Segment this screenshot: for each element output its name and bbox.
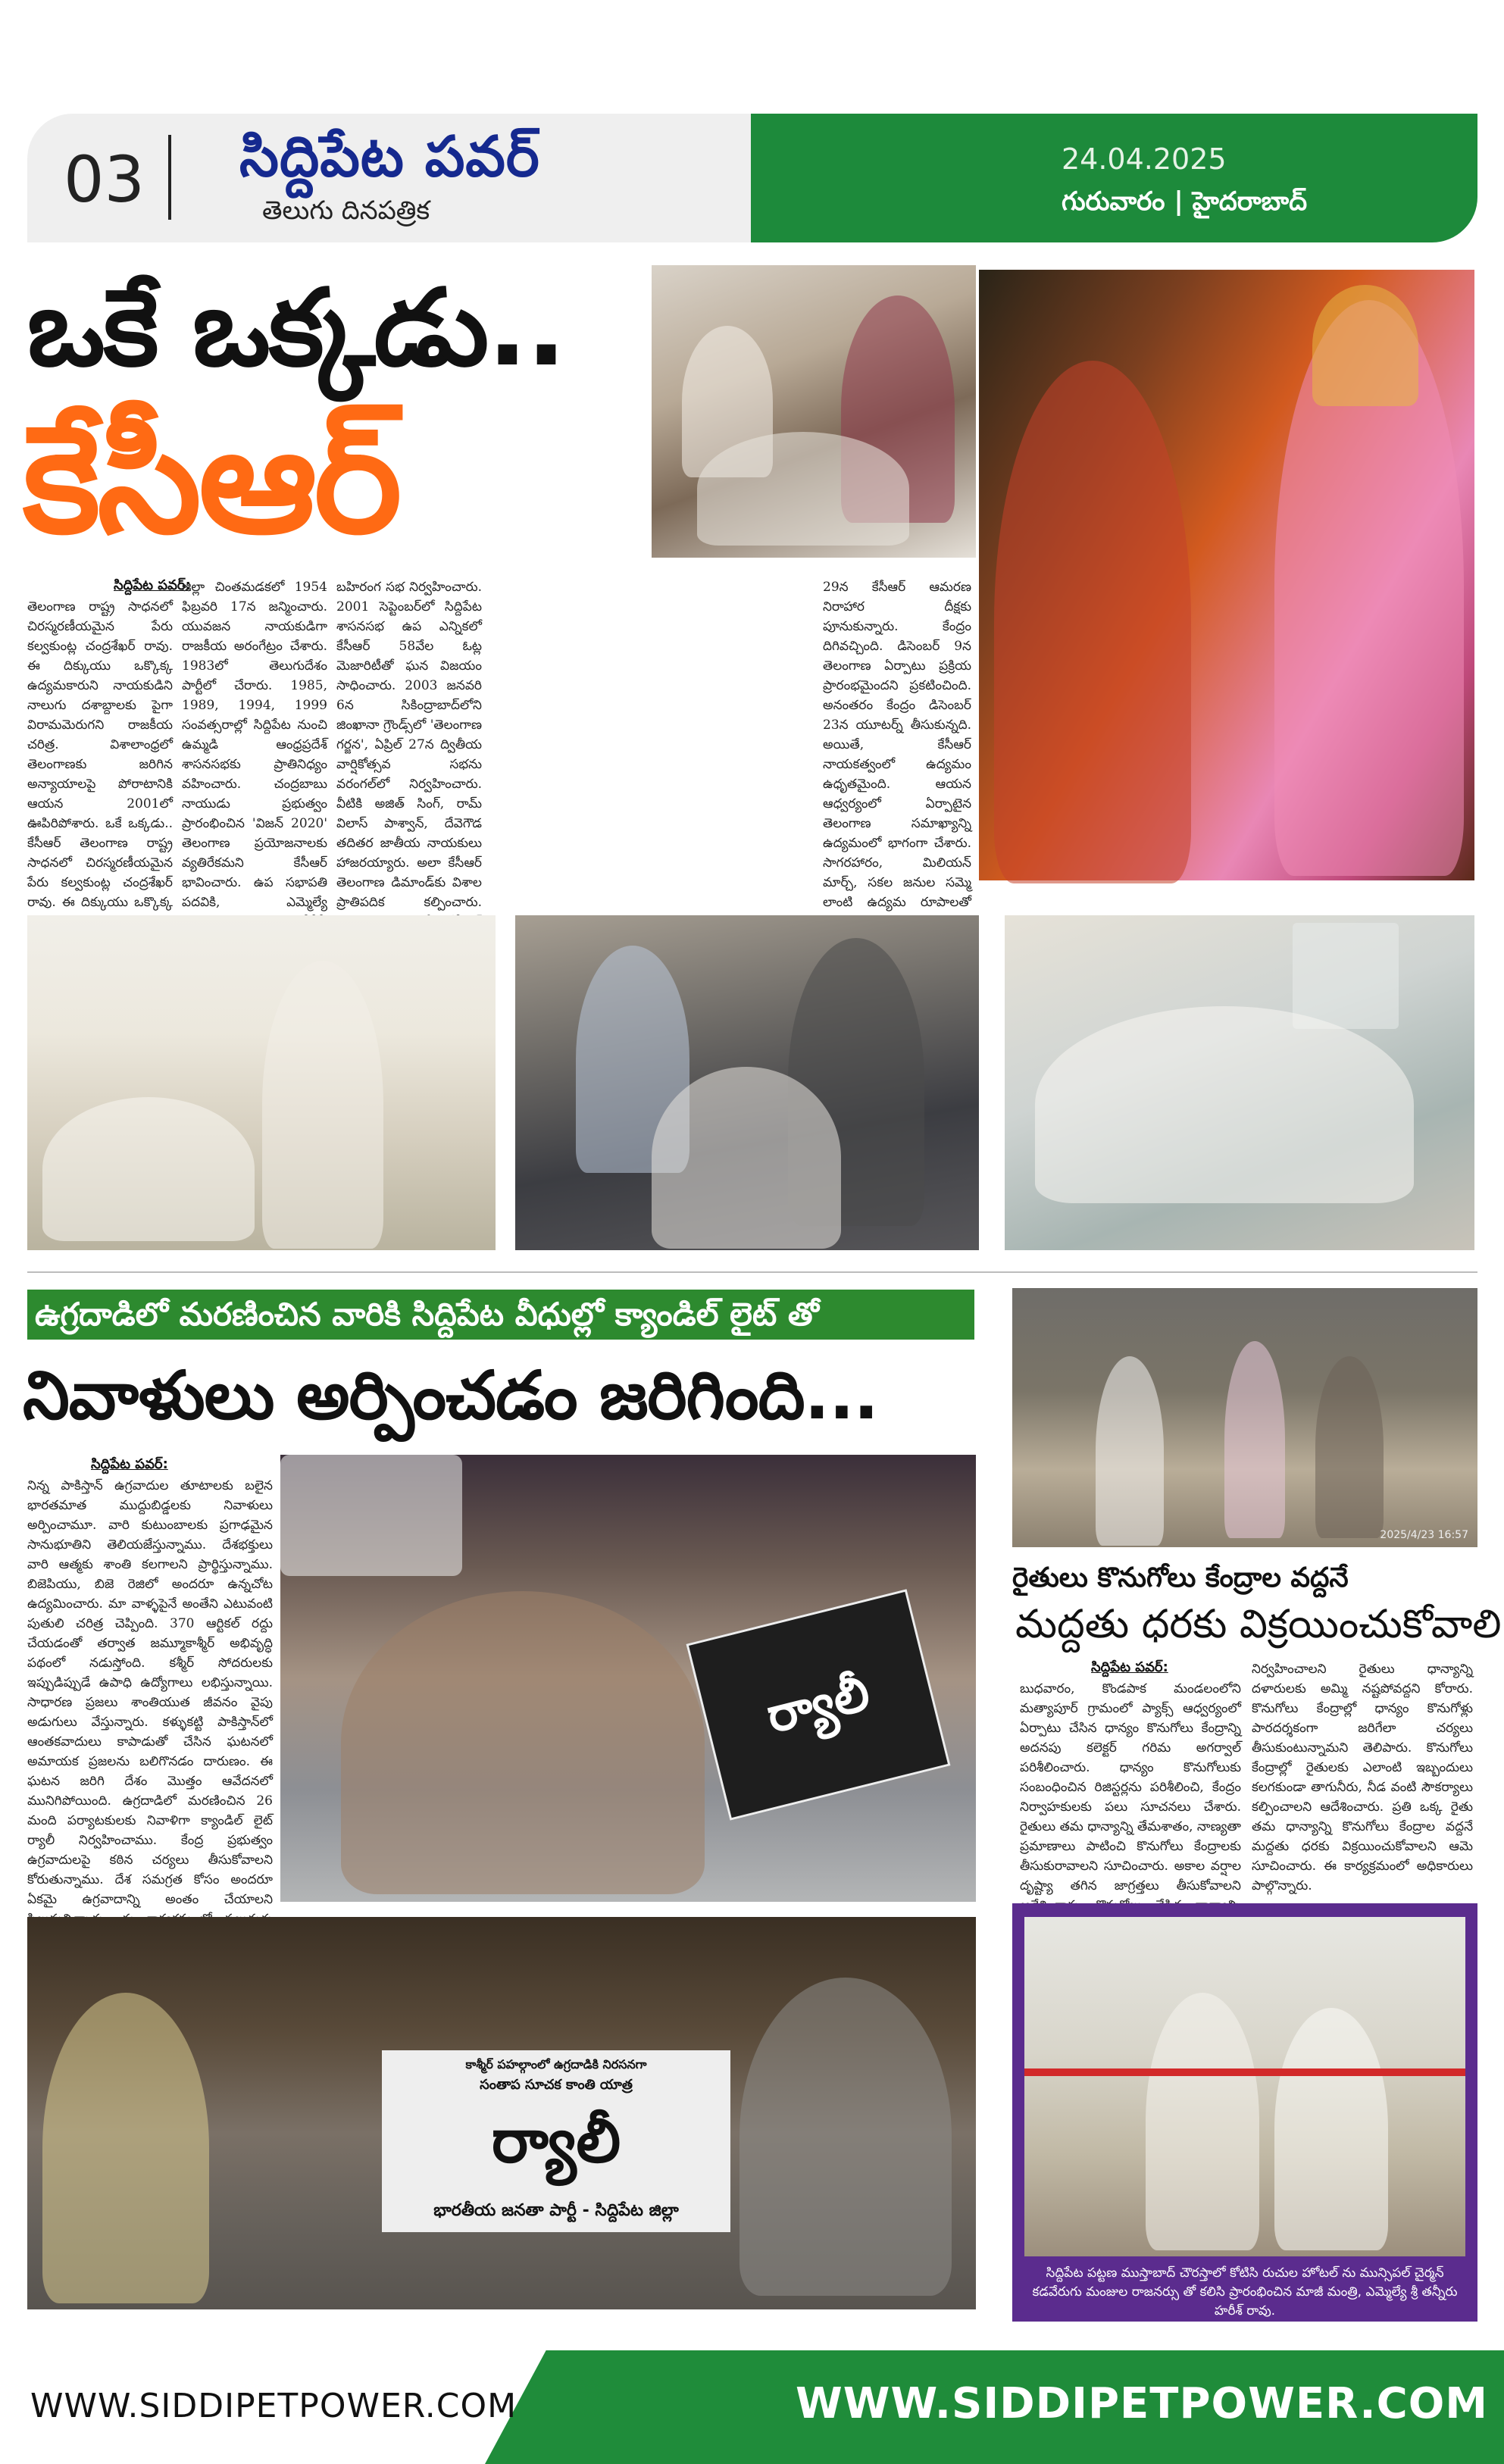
story3-byline: సిద్దిపేట పవర్: [1091,1659,1168,1675]
photo-ribbon [1024,2068,1465,2076]
masthead-left-panel [27,114,755,242]
photo-figure [341,1591,705,1894]
photo-figure [42,1097,255,1241]
photo-figure [739,1978,952,2296]
story1-column-3: బహిరంగ సభ నిర్వహించారు. 2001 సెప్టెంబర్‌లో సిద్దిపేట శాసనసభ ఉప ఎన్నికలో కేసీఆర్ 58వేల ఓట్ల మెజారిటీతో ఘన విజయం సాధించారు. 2003 జనవరి 6న సికింద్రాబాద్‌లోని జింఖానా గ్రౌండ్స్‌లో 'తెలంగాణ గర్జన', ఏప్రిల్ 27న ద్వితీయ వార్షికోత్సవ సభను వరంగల్‌లో నిర్వహించారు. వీటికి అజిత్ సింగ్, రామ్ విలాస్ పాశ్వాన్, దేవెగౌడ తదితర జాతీయ నాయకులు హాజరయ్యారు. అలా కేసీఆర్ తెలంగాణ డిమాండ్‌కు విశాల ప్రాతిపదిక కల్పించారు. [336,580,482,910]
photo-figure [994,361,1191,883]
photo-candle-rally-2 [27,1917,976,2309]
masthead-right-panel [751,114,1477,242]
footer-website-right[interactable]: WWW.SIDDIPETPOWER.COM [796,2379,1489,2428]
rally-banner-1 [686,1589,950,1820]
photo-hospital-visit [652,265,976,558]
photo-figure [1146,1993,1259,2250]
photo-figure [42,1993,209,2303]
photo-paddy-procurement [1012,1288,1477,1547]
photo-crowd-gathering [515,915,979,1250]
newspaper-subtitle: తెలుగు దినపత్రిక [262,195,430,226]
photo-figure [1096,1356,1164,1546]
photo-ribbon-cutting [1024,1917,1465,2256]
rally-banner-2-top: కాశ్మీర్ పహల్గాంలో ఉగ్రదాడికి నిరసనగా [465,2057,647,2072]
story1-headline-line2: కేసీఆర్ [23,394,399,567]
rally-banner-2-label: ర్యాలీ [491,2106,621,2176]
photo-candle-rally-1 [280,1455,976,1902]
issue-day-place: గురువారం | హైదరాబాద్ [1062,186,1308,217]
photo-figure [262,961,383,1249]
story2-body: నిన్న పాకిస్తాన్ ఉగ్రవాదుల తూటాలకు బలైన భారతమాత ముద్దుబిడ్డలకు నివాళులు అర్పించామూ. వారి కుటుంబాలకు ప్రగాఢమైన సానుభూతిని తెలియజేస్తున్నాము. దేశభక్తులు వారి ఆత్మకు శాంతి కలగాలని ప్రార్థిస్తున్నాము. బిజెపియు, బిజె రెజిలో అందరూ ఉన్నచోట ఉద్యమించారు. మా వాళ్ళపైనే అంతేని ఎటువంటి పుతులి చరిత్ర చెప్పింది. 370 ఆర్టికల్ రద్దు చేయడంతో తర్వాత జమ్మూకాశ్మీర్ అభివృద్ధి పథంలో నడుస్తోంది. కశ్మీర్ సోదరులకు ఇప్పుడిప్పుడే ఉపాధి ఉద్యోగాలు లభిస్తున్నాయి. సాధారణ ప్రజలు శాంతియుత జీవనం వైపు అడుగులు వేస్తున్నారు. కళ్ళుకట్టి పాకిస్తాన్‌లో ఆంతకవాదులు కాపాడుతో చేసిన ఘటనలో అమాయక ప్రజలను బలిగొనడం దారుణం. ఈ ఘటన జరిగి దేశం మొత్తం ఆవేదనలో మునిగిపోయింది. ఉగ్రదాడిలో మరణించిన 26 మంది పర్యాటకులకు నివాళిగా క్యాండిల్ లైట్ ర్యాలీ నిర్వహించాము. కేంద్ర ప్రభుత్వం ఉగ్రవాదులపై కఠిన చర్యలు తీసుకోవాలని కోరుతున్నాము. దేశ సమగ్రత కోసం అందరూ ఏకమై ఉగ్రవాదాన్ని అంతం చేయాలని [27,1478,273,1907]
photo-car [280,1455,462,1576]
photo-figure [1312,285,1418,406]
story1-column-2: జిల్లా చింతమడకలో 1954 ఫిబ్రవరి 17న జన్మించారు. యువజన నాయకుడిగా రాజకీయ అరంగేట్రం చేశారు. 1983లో తెలుగుదేశం పార్టీలో చేరారు. 1985, 1989, 1994, 1999 సంవత్సరాల్లో సిద్దిపేట నుంచి ఉమ్మడి ఆంధ్రప్రదేశ్ శాసనసభకు ప్రాతినిధ్యం వహించారు. చంద్రబాబు నాయుడు ప్రభుత్వం ప్రారంభించిన 'విజన్ 2020' తెలంగాణ ప్రయోజనాలకు వ్యతిరేకమని కేసీఆర్ భావించారు. ఉప సభాపతి పదవికి, ఎమ్మెల్యే [182,580,327,910]
story3-column-2: నిర్వహించాలని రైతులు ధాన్యాన్ని దళారులకు అమ్మి నష్టపోవద్దని కోరారు. కొనుగోలు కేంద్రాల్లో ధాన్యం కొనుగోళ్లు పారదర్శకంగా జరిగేలా చర్యలు తీసుకుంటున్నామని తెలిపారు. కొనుగోలు కేంద్రాల్లో రైతులకు ఎలాంటి ఇబ్బందులు కలగకుండా తాగునీరు, నీడ వంటి సౌకర్యాలు కల్పించాలని ఆదేశించారు. ప్రతి ఒక్క రైతు తమ ధాన్యాన్ని కొనుగోలు కేంద్రాల వద్దనే మద్దతు ధరకు విక్రయించుకోవాలని ఆమె సూచించారు. ఈ కార్యక్రమంలో అధికారులు పాల్గొన్నారు. [1252,1662,1473,1893]
rally-banner-2 [382,2050,730,2232]
rally-banner-1-label: ర్యాలీ [761,1665,876,1745]
story3-headline-line1: రైతులు కొనుగోలు కేంద్రాల వద్దనే [1012,1562,1349,1593]
story2-strapline-text: ఉగ్రదాడిలో మరణించిన వారికి సిద్దిపేట వీధుల్లో క్యాండిల్ లైట్ తో [35,1296,819,1333]
photo-timestamp: 2025/4/23 16:57 [1380,1529,1468,1541]
photo-figure [697,432,909,546]
photo-figure [1035,1006,1414,1203]
photo-temple-prayer [979,270,1474,880]
story2-strapline [27,1290,974,1340]
photo-figure [1224,1341,1285,1538]
newspaper-logo: సిద్దిపేట పవర్ [239,124,540,189]
rally-banner-2-bottom: భారతీయ జనతా పార్టీ - సిద్దిపేట జిల్లా [433,2201,679,2220]
photo-hospital-bed [1005,915,1474,1250]
photo-figure [1315,1356,1384,1538]
story2-byline: సిద్దిపేట పవర్: [91,1456,168,1472]
page-number: 03 [64,142,145,217]
section-divider [27,1271,1477,1273]
issue-date: 24.04.2025 [1062,142,1227,176]
story2-headline: నివాళులు అర్పించడం జరిగింది... [23,1356,878,1434]
photo-public-speech [27,915,496,1250]
photo-caption: సిద్దిపేట పట్టణ ముస్తాబాద్ చౌరస్తాలో కోటిసి రుచుల హోటల్ ను మున్సిపల్ చైర్మన్ కడవేరుగు మంజుల రాజనర్సు తో కలిసి ప్రారంభించిన మాజీ మంత్రి, ఎమ్మెల్యే శ్రీ తన్నీరు హరీశ్ రావు. [1032,2265,1458,2319]
photo-figure [1274,2008,1388,2250]
rally-banner-2-mid: సంతాప సూచక కాంతి యాత్ర [480,2077,633,2093]
story1-byline: సిద్దిపేట పవర్: [114,577,191,593]
masthead-divider [168,135,171,220]
photo-monitor [1293,923,1399,1029]
story1-headline-line1: ఒకే ఒక్కడు.. [27,267,565,390]
photo-figure [652,1067,841,1249]
story3-headline-line2: మద్దతు ధరకు విక్రయించుకోవాలి [1015,1602,1502,1647]
story1-column-1: తెలంగాణ రాష్ట్ర సాధనలో చిరస్మరణీయమైన పేరు కల్వకుంట్ల చంద్రశేఖర్ రావు. ఈ దిక్కుయు ఒక్కొక్క ఉద్యమకారుని నాయకుడిని నాలుగు దశాబ్దాలకు పైగా విరామమెరుగని రాజకీయ చరిత్ర. విశాలాంధ్రలో తెలంగాణకు జరిగిన అన్యాయాలపై పోరాటానికి ఆయన 2001లో ఊపిరిపోశారు. ఒకే ఒక్కడు.. కేసీఆర్ తెలంగాణ రాష్ట్ర సాధనలో చిరస్మరణీయమైన పేరు కల్వకుంట్ల చంద్రశేఖర్ రావు. ఈ దిక్కుయు ఒక్కొక్క [27,599,173,910]
footer-website-left[interactable]: WWW.SIDDIPETPOWER.COM [30,2387,517,2425]
story1-column-4: 29న కేసీఆర్ ఆమరణ నిరాహార దీక్షకు పూనుకున్నారు. కేంద్రం దిగివచ్చింది. డిసెంబర్ 9న తెలంగాణ ఏర్పాటు ప్రక్రియ ప్రారంభమైందని ప్రకటించింది. అనంతరం కేంద్రం డిసెంబర్ 23న యూటర్న్ తీసుకున్నది. అయితే, కేసీఆర్ నాయకత్వంలో ఉద్యమం ఉధృతమైంది. ఆయన ఆధ్వర్యంలో ఏర్పాటైన తెలంగాణ సమాఖ్యాన్ని ఉద్యమంలో భాగంగా చేశారు. సాగరహారం, మిలియన్ మార్చ్, సకల జనుల సమ్మె లాంటి ఉద్యమ రూపాలతో [823,580,971,910]
story3-column-1: బుధవారం, కొండపాక మండలంలోని మత్యాపూర్ గ్రామంలో ప్యాక్స్ ఆధ్వర్యంలో ఏర్పాటు చేసిన ధాన్యం కొనుగోలు కేంద్రాన్ని అదనపు కలెక్టర్ గరిమ అగర్వాల్ పరిశీలించారు. ధాన్యం కొనుగోలుకు సంబంధించిన రిజిస్టర్లను పరిశీలించి, కేంద్రం నిర్వాహకులకు పలు సూచనలు చేశారు. రైతులు తమ ధాన్యాన్ని తేమశాతం, నాణ్యతా ప్రమాణాలు పాటించి కొనుగోలు కేంద్రాలకు తీసుకురావాలని సూచించారు. అకాల వర్షాల దృష్ట్యా తగిన జాగ్రత్తలు తీసుకోవాలని [1020,1681,1241,1893]
masthead [27,114,1477,242]
